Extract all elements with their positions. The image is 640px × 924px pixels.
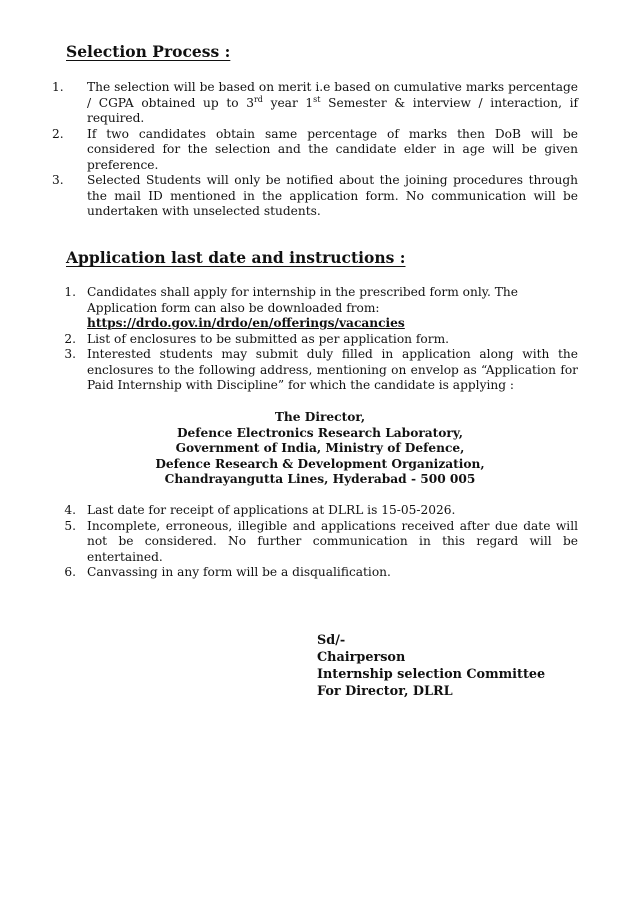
list-number: 2. [52,126,64,141]
address-line: The Director, [274,410,366,424]
address-line: Defence Electronics Research Laboratory, [176,425,463,440]
list-item [52,565,578,581]
selection-process-list [52,80,578,220]
list-number: 1. [64,285,76,299]
list-item-text: Last date for receipt of applications at DLRL is 15-05-2026. [87,503,456,517]
list-item-text: Interested students may submit duly filled in application along with the enclosures to the following address, mentioning on envelop as “Application for Paid Internship with Discipline” for which the candidate is applying : [87,347,578,392]
list-number: 5. [64,518,76,533]
list-item-text: The selection will be based on merit i.e based on cumulative marks percentage / CGPA obtained up to 3rd year 1st Semester & interview / interaction, if required. [87,80,578,125]
list-item-text: List of enclosures to be submitted as per application form. [87,331,450,346]
superscript: st [313,94,321,104]
application-instructions-heading: Application last date and instructions : [66,248,406,267]
list-item-text: Incomplete, erroneous, illegible and applications received after due date will not be considered. No further communication in this regard will be entertained. [87,518,578,564]
list-item-text: Canvassing in any form will be a disqualification. [87,565,391,579]
list-item-text: If two candidates obtain same percentage of marks then DoB will be considered for the selection and the candidate elder in age will be given preference. [87,126,578,172]
signature-line: For Director, DLRL [317,684,453,699]
signature-line: Internship selection Committee [317,667,546,682]
address-line: Defence Research & Development Organization, [155,456,485,471]
vacancies-link[interactable]: https://drdo.gov.in/drdo/en/offerings/vacancies [87,316,405,330]
application-instructions-list-continued [52,503,578,581]
list-item [52,173,578,220]
list-item [52,127,578,174]
list-item-text: Candidates shall apply for internship in the prescribed form only. The Application form can also be downloaded from: https://drdo.gov.in/drdo/en/offerings/vacancies [87,285,518,330]
signature-line: Sd/- [317,633,346,648]
address-line: Government of India, Ministry of Defence, [175,441,465,456]
address-line: Chandrayangutta Lines, Hyderabad - 500 005 [164,472,476,487]
list-number: 2. [64,331,76,346]
list-number: 1. [52,80,64,94]
list-item-text: Selected Students will only be notified about the joining procedures through the mail ID mentioned in the application form. No communication will be undertaken with unselected students. [87,173,578,218]
postal-address [100,410,540,488]
list-number: 4. [64,503,76,517]
signature-block [317,632,545,700]
signature-line: Chairperson [317,650,406,665]
list-item [52,347,578,394]
superscript: rd [253,94,263,104]
application-instructions-list [52,285,578,394]
list-number: 6. [64,565,76,579]
list-item [52,285,578,332]
list-item [52,80,578,127]
list-item [52,332,578,348]
list-number: 3. [64,347,76,361]
list-item [52,503,578,519]
list-number: 3. [52,173,64,187]
selection-process-heading: Selection Process : [66,42,231,61]
list-item [52,519,578,566]
